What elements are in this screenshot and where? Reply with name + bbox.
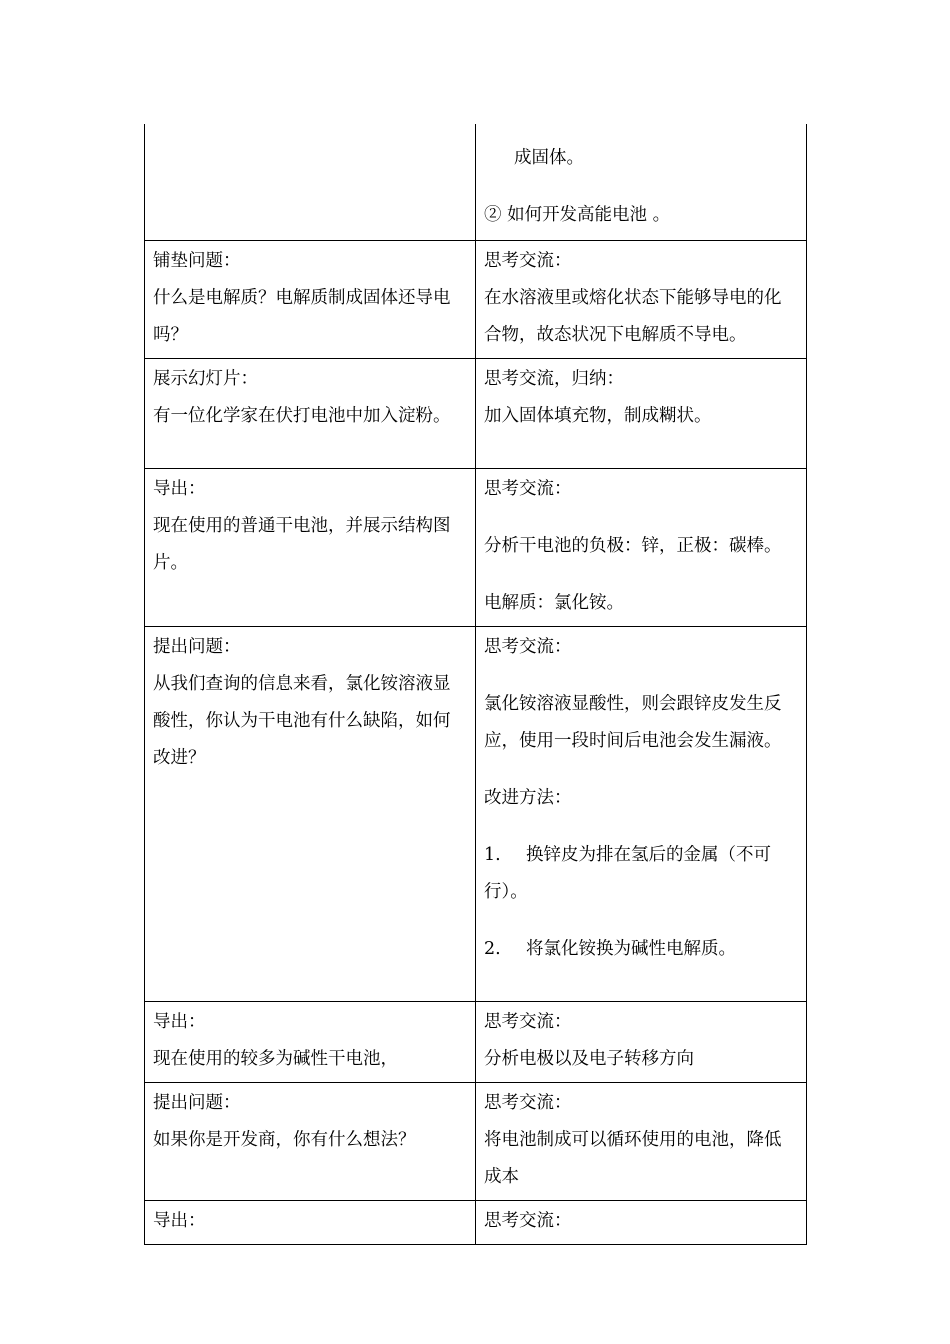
cell-heading: 提出问题： bbox=[153, 1092, 241, 1113]
teacher-cell bbox=[145, 626, 476, 1001]
table-row bbox=[145, 1001, 807, 1082]
cell-heading: 思考交流，归纳： bbox=[484, 368, 624, 389]
cell-heading: 提出问题： bbox=[153, 636, 241, 657]
cell-text: 成固体。 bbox=[514, 148, 584, 168]
cell-text: 现在使用的较多为碱性干电池， bbox=[153, 1048, 398, 1069]
cell-heading: 导出： bbox=[153, 1011, 206, 1032]
cell-text: 在水溶液里或熔化状态下能够导电的化合物，故态状况下电解质不导电。 bbox=[484, 287, 782, 345]
teacher-cell bbox=[145, 358, 476, 468]
cell-heading: 思考交流： bbox=[484, 250, 572, 271]
student-cell bbox=[476, 240, 807, 358]
cell-text: 如果你是开发商，你有什么想法？ bbox=[153, 1129, 416, 1150]
list-item bbox=[484, 931, 798, 968]
teacher-cell bbox=[145, 124, 476, 240]
table-row bbox=[145, 1200, 807, 1244]
cell-heading: 导出： bbox=[153, 478, 206, 499]
table-row bbox=[145, 468, 807, 626]
cell-text: 氯化铵溶液显酸性，则会跟锌皮发生反应，使用一段时间后电池会发生漏液。 bbox=[484, 693, 782, 751]
cell-text: 分析电极以及电子转移方向 bbox=[484, 1048, 694, 1069]
list-number: 1. bbox=[484, 844, 501, 865]
student-cell bbox=[476, 626, 807, 1001]
student-cell bbox=[476, 358, 807, 468]
cell-text: 从我们查询的信息来看，氯化铵溶液显酸性，你认为干电池有什么缺陷，如何改进？ bbox=[153, 673, 451, 768]
list-item bbox=[484, 837, 798, 911]
cell-heading: 思考交流： bbox=[484, 1011, 572, 1032]
cell-text: 现在使用的普通干电池，并展示结构图片。 bbox=[153, 515, 451, 573]
list-text: 换锌皮为排在氢后的金属（不可行）。 bbox=[484, 844, 771, 902]
cell-text: 有一位化学家在伏打电池中加入淀粉。 bbox=[153, 405, 451, 426]
cell-text: 分析干电池的负极：锌，正极：碳棒。 bbox=[484, 535, 782, 556]
cell-heading: 导出： bbox=[153, 1210, 206, 1231]
student-cell bbox=[476, 124, 807, 240]
student-cell bbox=[476, 1082, 807, 1200]
cell-text: ② 如何开发高能电池 。 bbox=[484, 205, 671, 225]
cell-text: 加入固体填充物，制成糊状。 bbox=[484, 405, 712, 426]
list-text: 将氯化铵换为碱性电解质。 bbox=[526, 938, 736, 959]
student-cell bbox=[476, 1200, 807, 1244]
lesson-table bbox=[144, 124, 807, 1245]
cell-text: 什么是电解质？电解质制成固体还导电吗？ bbox=[153, 287, 451, 345]
table-row bbox=[145, 1082, 807, 1200]
teacher-cell bbox=[145, 468, 476, 626]
table-row bbox=[145, 240, 807, 358]
cell-text: 改进方法： bbox=[484, 787, 572, 808]
list-number: 2. bbox=[484, 938, 501, 959]
student-cell bbox=[476, 1001, 807, 1082]
cell-heading: 展示幻灯片： bbox=[153, 368, 258, 389]
table-row bbox=[145, 626, 807, 1001]
cell-heading: 铺垫问题： bbox=[153, 250, 241, 271]
teacher-cell bbox=[145, 240, 476, 358]
cell-heading: 思考交流： bbox=[484, 1210, 572, 1231]
cell-text: 电解质：氯化铵。 bbox=[484, 592, 624, 613]
table-row bbox=[145, 358, 807, 468]
teacher-cell bbox=[145, 1001, 476, 1082]
teacher-cell bbox=[145, 1200, 476, 1244]
cell-heading: 思考交流： bbox=[484, 1092, 572, 1113]
cell-text: 将电池制成可以循环使用的电池，降低成本 bbox=[484, 1129, 782, 1187]
cell-heading: 思考交流： bbox=[484, 478, 572, 499]
cell-heading: 思考交流： bbox=[484, 636, 572, 657]
teacher-cell bbox=[145, 1082, 476, 1200]
table-row bbox=[145, 124, 807, 240]
student-cell bbox=[476, 468, 807, 626]
